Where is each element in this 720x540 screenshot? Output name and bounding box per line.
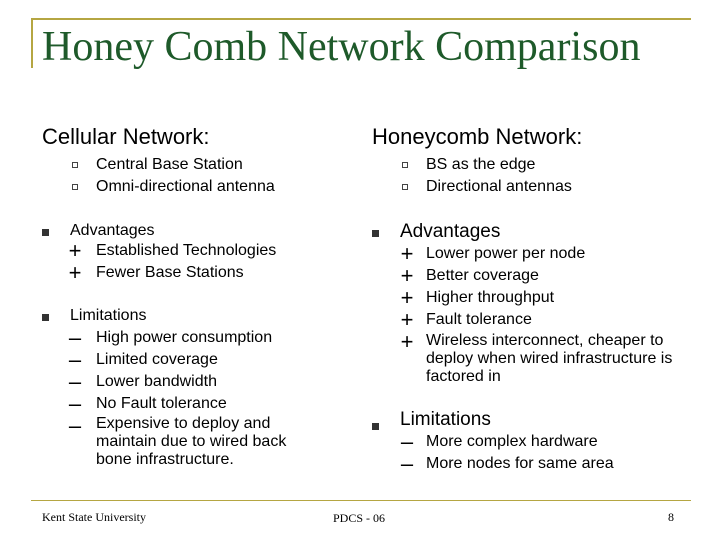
checkbox-bullet-icon [72, 184, 78, 190]
slide-title: Honey Comb Network Comparison [42, 24, 641, 70]
plus-icon: + [400, 263, 414, 288]
honeycomb-advantage: Lower power per node [426, 245, 586, 262]
honeycomb-advantage: Higher throughput [426, 289, 555, 306]
honeycomb-limitations-label: Limitations [400, 409, 491, 430]
honeycomb-limitation: More complex hardware [426, 433, 598, 450]
cellular-advantage: Fewer Base Stations [96, 264, 244, 281]
cellular-limitation: Limited coverage [96, 351, 218, 368]
minus-icon: – [68, 347, 82, 372]
title-frame-horizontal [31, 18, 691, 20]
checkbox-bullet-icon [402, 162, 408, 168]
cellular-item: Central Base Station [96, 156, 243, 173]
minus-icon: – [68, 413, 82, 438]
title-frame-vertical [31, 18, 33, 68]
plus-icon: + [68, 260, 82, 285]
cellular-limitations-label: Limitations [70, 307, 147, 324]
cellular-limitation: Expensive to deploy and maintain due to wired back bone infrastructure. [96, 415, 287, 468]
cellular-advantage: Established Technologies [96, 242, 277, 259]
minus-icon: – [400, 451, 414, 476]
page-number: 8 [668, 510, 674, 524]
checkbox-bullet-icon [402, 184, 408, 190]
square-bullet-icon [42, 314, 49, 321]
honeycomb-advantage: Fault tolerance [426, 311, 532, 328]
checkbox-bullet-icon [72, 162, 78, 168]
honeycomb-advantages-label: Advantages [400, 221, 501, 242]
honeycomb-item: Directional antennas [426, 178, 572, 195]
honeycomb-limitation: More nodes for same area [426, 455, 614, 472]
honeycomb-advantage: Wireless interconnect, cheaper to deploy when wired infrastructure is factored in [426, 332, 673, 385]
plus-icon: + [68, 238, 82, 263]
square-bullet-icon [372, 230, 379, 237]
cellular-limitation: Lower bandwidth [96, 373, 217, 390]
cellular-heading: Cellular Network: [42, 124, 210, 149]
footer-rule [31, 500, 691, 501]
footer-course: PDCS - 06 [333, 511, 386, 525]
plus-icon: + [400, 329, 414, 354]
honeycomb-item: BS as the edge [426, 156, 536, 173]
cellular-limitation: No Fault tolerance [96, 395, 227, 412]
cellular-advantages-label: Advantages [70, 222, 155, 239]
square-bullet-icon [42, 229, 49, 236]
honeycomb-advantage: Better coverage [426, 267, 539, 284]
minus-icon: – [68, 391, 82, 416]
minus-icon: – [68, 369, 82, 394]
footer-institution: Kent State University [42, 510, 146, 524]
cellular-limitation: High power consumption [96, 329, 273, 346]
minus-icon: – [68, 325, 82, 350]
plus-icon: + [400, 241, 414, 266]
square-bullet-icon [372, 423, 379, 430]
minus-icon: – [400, 429, 414, 454]
plus-icon: + [400, 307, 414, 332]
honeycomb-heading: Honeycomb Network: [372, 124, 583, 149]
cellular-item: Omni-directional antenna [96, 178, 275, 195]
plus-icon: + [400, 285, 414, 310]
